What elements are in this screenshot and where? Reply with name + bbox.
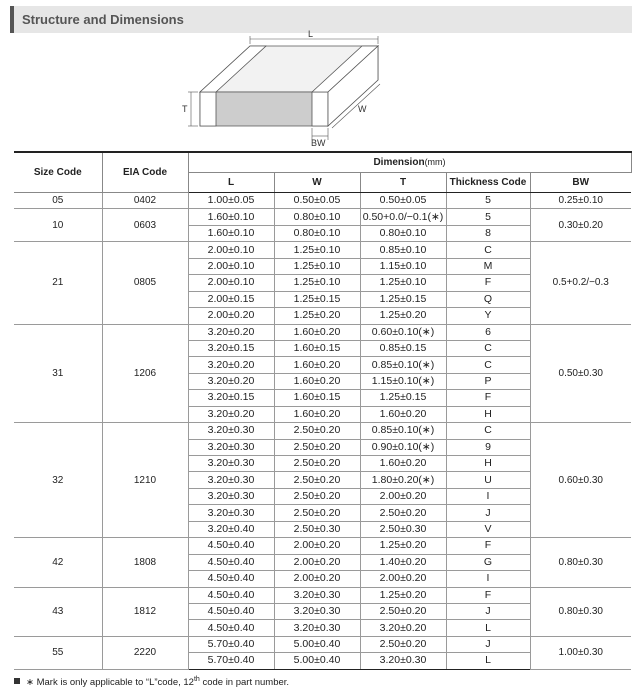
cell-T: 1.25±0.15	[360, 390, 446, 406]
cell-W: 2.00±0.20	[274, 571, 360, 587]
cell-eia-code: 1210	[102, 423, 188, 538]
cell-thickness-code: U	[446, 472, 530, 488]
label-L: L	[308, 30, 314, 39]
header-dimension	[188, 152, 631, 173]
cell-BW: 0.80±0.30	[530, 538, 631, 587]
cell-T: 1.80±0.20(∗)	[360, 472, 446, 488]
table-row	[14, 538, 631, 554]
cell-L: 4.50±0.40	[188, 554, 274, 570]
cell-T: 1.60±0.20	[360, 406, 446, 422]
cell-L: 4.50±0.40	[188, 571, 274, 587]
cell-eia-code: 0603	[102, 209, 188, 242]
cell-size-code: 32	[14, 423, 102, 538]
cell-W: 3.20±0.30	[274, 587, 360, 603]
cell-T: 2.50±0.20	[360, 636, 446, 652]
cell-thickness-code: J	[446, 603, 530, 619]
cell-T: 1.25±0.10	[360, 275, 446, 291]
header-size-code: Size Code	[14, 152, 102, 193]
cell-eia-code: 0402	[102, 193, 188, 209]
cell-W: 1.25±0.10	[274, 258, 360, 274]
cell-T: 1.15±0.10(∗)	[360, 373, 446, 389]
cell-BW: 0.50±0.30	[530, 324, 631, 423]
cell-L: 3.20±0.20	[188, 324, 274, 340]
cell-thickness-code: 5	[446, 209, 530, 225]
cell-T: 1.60±0.20	[360, 456, 446, 472]
cell-T: 3.20±0.30	[360, 653, 446, 669]
header-eia-code: EIA Code	[102, 152, 188, 193]
cell-L: 3.20±0.20	[188, 357, 274, 373]
cell-T: 1.25±0.20	[360, 587, 446, 603]
cell-thickness-code: 5	[446, 193, 530, 209]
table-row	[14, 423, 631, 439]
cell-W: 1.60±0.20	[274, 324, 360, 340]
cell-thickness-code: P	[446, 373, 530, 389]
cell-W: 2.50±0.20	[274, 488, 360, 504]
cell-thickness-code: L	[446, 653, 530, 669]
cell-W: 2.00±0.20	[274, 538, 360, 554]
cell-T: 1.40±0.20	[360, 554, 446, 570]
label-BW: BW	[311, 138, 326, 148]
cell-W: 3.20±0.30	[274, 620, 360, 636]
cell-W: 5.00±0.40	[274, 653, 360, 669]
cell-L: 2.00±0.10	[188, 275, 274, 291]
cell-thickness-code: L	[446, 620, 530, 636]
cell-L: 4.50±0.40	[188, 538, 274, 554]
header-L: L	[188, 173, 274, 193]
header-thickness-code: Thickness Code	[446, 173, 530, 193]
cell-thickness-code: M	[446, 258, 530, 274]
cell-W: 2.00±0.20	[274, 554, 360, 570]
cell-size-code: 05	[14, 193, 102, 209]
cell-W: 2.50±0.30	[274, 521, 360, 537]
cell-thickness-code: C	[446, 357, 530, 373]
chip-front-face	[200, 92, 328, 126]
dimensions-table	[14, 151, 632, 670]
cell-thickness-code: F	[446, 538, 530, 554]
cell-BW: 0.5+0.2/−0.3	[530, 242, 631, 324]
cell-thickness-code: 8	[446, 225, 530, 241]
header-T: T	[360, 173, 446, 193]
cell-L: 1.00±0.05	[188, 193, 274, 209]
table-row	[14, 193, 631, 209]
cell-thickness-code: Q	[446, 291, 530, 307]
cell-T: 1.25±0.20	[360, 308, 446, 324]
cell-L: 3.20±0.20	[188, 373, 274, 389]
cell-L: 5.70±0.40	[188, 636, 274, 652]
cell-BW: 0.60±0.30	[530, 423, 631, 538]
cell-thickness-code: G	[446, 554, 530, 570]
cell-W: 1.60±0.20	[274, 373, 360, 389]
cell-T: 2.50±0.30	[360, 521, 446, 537]
section-title: Structure and Dimensions	[22, 12, 184, 27]
cell-L: 4.50±0.40	[188, 603, 274, 619]
cell-W: 2.50±0.20	[274, 439, 360, 455]
cell-T: 1.25±0.15	[360, 291, 446, 307]
cell-W: 1.60±0.15	[274, 340, 360, 356]
cell-thickness-code: F	[446, 390, 530, 406]
cell-T: 2.50±0.20	[360, 603, 446, 619]
cell-T: 1.15±0.10	[360, 258, 446, 274]
header-dimension-unit: (mm)	[424, 157, 446, 167]
header-dimension-label: Dimension	[373, 157, 425, 168]
cell-size-code: 31	[14, 324, 102, 423]
cell-T: 0.85±0.10(∗)	[360, 357, 446, 373]
cell-W: 1.25±0.10	[274, 275, 360, 291]
cell-T: 0.85±0.10	[360, 242, 446, 258]
cell-eia-code: 0805	[102, 242, 188, 324]
cell-eia-code: 1812	[102, 587, 188, 636]
cell-T: 2.00±0.20	[360, 488, 446, 504]
cell-L: 5.70±0.40	[188, 653, 274, 669]
cell-thickness-code: I	[446, 571, 530, 587]
cell-T: 0.60±0.10(∗)	[360, 324, 446, 340]
cell-BW: 0.30±0.20	[530, 209, 631, 242]
cell-W: 3.20±0.30	[274, 603, 360, 619]
capacitor-structure-diagram	[180, 30, 420, 148]
cell-L: 3.20±0.30	[188, 423, 274, 439]
cell-size-code: 10	[14, 209, 102, 242]
section-header	[10, 6, 632, 33]
table-row	[14, 324, 631, 340]
cell-thickness-code: H	[446, 406, 530, 422]
cell-L: 3.20±0.30	[188, 456, 274, 472]
cell-thickness-code: F	[446, 275, 530, 291]
cell-size-code: 42	[14, 538, 102, 587]
cell-L: 3.20±0.15	[188, 340, 274, 356]
footnote-sup: th	[193, 676, 200, 683]
table-row	[14, 242, 631, 258]
cell-W: 0.50±0.05	[274, 193, 360, 209]
cell-W: 2.50±0.20	[274, 505, 360, 521]
cell-L: 1.60±0.10	[188, 209, 274, 225]
cell-W: 5.00±0.40	[274, 636, 360, 652]
footnote-suffix: code in part number.	[199, 677, 290, 689]
cell-T: 2.50±0.20	[360, 505, 446, 521]
cell-size-code: 43	[14, 587, 102, 636]
cell-thickness-code: 6	[446, 324, 530, 340]
cell-L: 2.00±0.10	[188, 242, 274, 258]
label-T: T	[182, 104, 188, 114]
cell-W: 2.50±0.20	[274, 472, 360, 488]
label-W: W	[358, 104, 367, 114]
cell-T: 0.85±0.10(∗)	[360, 423, 446, 439]
header-W: W	[274, 173, 360, 193]
cell-L: 2.00±0.10	[188, 258, 274, 274]
cell-size-code: 21	[14, 242, 102, 324]
footnote	[14, 676, 289, 688]
cell-thickness-code: C	[446, 423, 530, 439]
header-BW: BW	[530, 173, 631, 193]
cell-L: 3.20±0.30	[188, 505, 274, 521]
cell-L: 2.00±0.15	[188, 291, 274, 307]
right-electrode-front	[312, 92, 328, 126]
table-row	[14, 587, 631, 603]
cell-L: 4.50±0.40	[188, 587, 274, 603]
cell-L: 4.50±0.40	[188, 620, 274, 636]
cell-eia-code: 2220	[102, 636, 188, 669]
table-row	[14, 636, 631, 652]
cell-T: 0.50+0.0/−0.1(∗)	[360, 209, 446, 225]
cell-T: 0.90±0.10(∗)	[360, 439, 446, 455]
cell-L: 3.20±0.40	[188, 521, 274, 537]
cell-T: 0.50±0.05	[360, 193, 446, 209]
cell-T: 2.00±0.20	[360, 571, 446, 587]
cell-BW: 1.00±0.30	[530, 636, 631, 669]
cell-W: 0.80±0.10	[274, 209, 360, 225]
left-electrode-front	[200, 92, 216, 126]
cell-L: 3.20±0.30	[188, 472, 274, 488]
cell-T: 0.80±0.10	[360, 225, 446, 241]
cell-thickness-code: F	[446, 587, 530, 603]
cell-W: 1.25±0.20	[274, 308, 360, 324]
cell-W: 1.60±0.20	[274, 406, 360, 422]
cell-W: 1.60±0.15	[274, 390, 360, 406]
cell-L: 3.20±0.30	[188, 488, 274, 504]
dimensions-table-body	[14, 193, 631, 670]
cell-BW: 0.80±0.30	[530, 587, 631, 636]
table-row	[14, 209, 631, 225]
cell-thickness-code: C	[446, 340, 530, 356]
cell-W: 1.60±0.20	[274, 357, 360, 373]
cell-thickness-code: C	[446, 242, 530, 258]
cell-L: 3.20±0.20	[188, 406, 274, 422]
cell-thickness-code: J	[446, 505, 530, 521]
cell-thickness-code: Y	[446, 308, 530, 324]
cell-BW: 0.25±0.10	[530, 193, 631, 209]
cell-T: 0.85±0.15	[360, 340, 446, 356]
cell-T: 1.25±0.20	[360, 538, 446, 554]
cell-L: 1.60±0.10	[188, 225, 274, 241]
cell-size-code: 55	[14, 636, 102, 669]
cell-thickness-code: H	[446, 456, 530, 472]
cell-eia-code: 1206	[102, 324, 188, 423]
cell-W: 1.25±0.10	[274, 242, 360, 258]
cell-eia-code: 1808	[102, 538, 188, 587]
square-bullet-icon	[14, 678, 20, 684]
cell-thickness-code: I	[446, 488, 530, 504]
footnote-prefix: ∗ Mark is only applicable to “L”code, 12	[26, 677, 194, 689]
cell-thickness-code: 9	[446, 439, 530, 455]
cell-L: 3.20±0.15	[188, 390, 274, 406]
cell-W: 2.50±0.20	[274, 456, 360, 472]
cell-thickness-code: V	[446, 521, 530, 537]
cell-thickness-code: J	[446, 636, 530, 652]
cell-L: 3.20±0.30	[188, 439, 274, 455]
cell-W: 2.50±0.20	[274, 423, 360, 439]
cell-L: 2.00±0.20	[188, 308, 274, 324]
cell-T: 3.20±0.20	[360, 620, 446, 636]
cell-W: 0.80±0.10	[274, 225, 360, 241]
cell-W: 1.25±0.15	[274, 291, 360, 307]
